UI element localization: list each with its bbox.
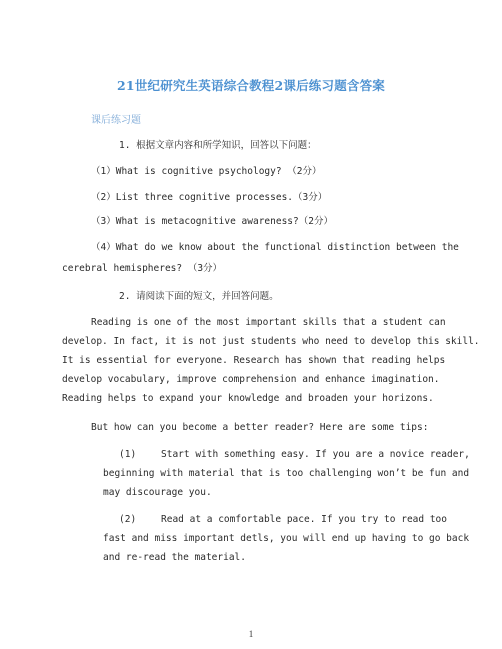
- question-1-item-4: （4）What do we know about the functional distinction between the: [91, 242, 459, 253]
- tip-line: may discourage you.: [103, 487, 212, 498]
- question-1-item-1: （1）What is cognitive psychology? （2分）: [91, 166, 322, 177]
- tip-line: and re-read the material.: [103, 552, 246, 563]
- document-title: 21世纪研究生英语综合教程2课后练习题含答案: [117, 78, 385, 93]
- question-2-intro: 2. 请阅读下面的短文，并回答问题。: [119, 291, 279, 302]
- tip-text: Start with something easy. If you are a novice reader,: [161, 449, 470, 460]
- question-1-item-3: （3）What is metacognitive awareness?（2分）: [91, 216, 333, 227]
- question-1-intro: 1. 根据文章内容和所学知识，回答以下问题：: [119, 140, 317, 151]
- tip-2-first-line: [119, 510, 447, 529]
- page-number: 1: [248, 629, 254, 639]
- tip-number: (1): [119, 449, 137, 460]
- tip-line: beginning with material that is too challenging won’t be fun and: [103, 468, 470, 479]
- tip-1-first-line: [119, 445, 470, 464]
- tips-intro: But how can you become a better reader? Here are some tips:: [91, 422, 429, 433]
- passage-line: Reading helps to expand your knowledge and broaden your horizons.: [62, 393, 434, 404]
- tip-text: Read at a comfortable pace. If you try to read too: [161, 514, 447, 525]
- passage-line: Reading is one of the most important skills that a student can: [91, 317, 446, 328]
- passage-line: develop vocabulary, improve comprehension and enhance imagination.: [62, 374, 440, 385]
- tip-line: fast and miss important detls, you will end up having to go back: [103, 533, 470, 544]
- passage-line: It is essential for everyone. Research has shown that reading helps: [62, 355, 446, 366]
- question-1-item-2: （2）List three cognitive processes.（3分）: [91, 192, 328, 203]
- question-1-item-4-cont: cerebral hemispheres? （3分）: [62, 263, 223, 274]
- section-heading: 课后练习题: [91, 115, 141, 126]
- tip-number: (2): [119, 514, 137, 525]
- passage-line: develop. In fact, it is not just students who need to develop this skill.: [62, 336, 480, 347]
